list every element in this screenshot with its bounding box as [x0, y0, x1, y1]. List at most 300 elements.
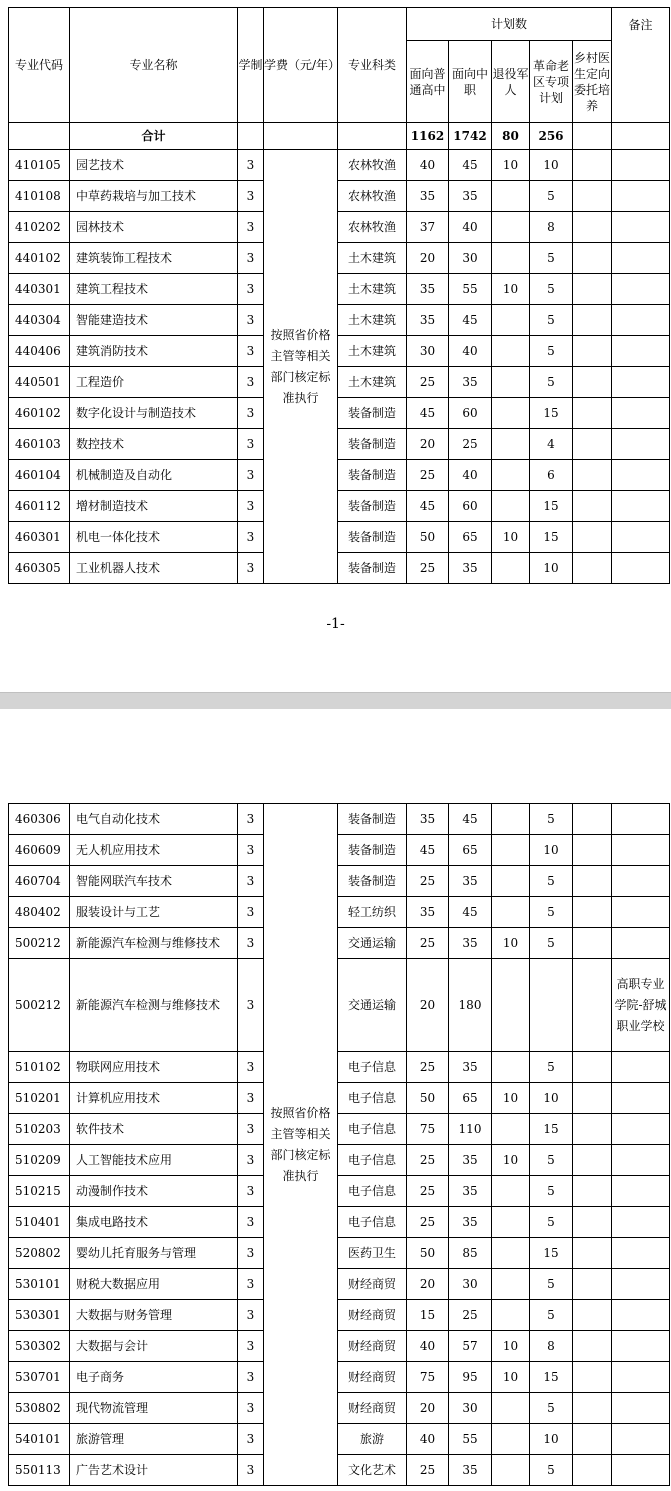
major-name: 服装设计与工艺 [70, 897, 238, 928]
duration: 3 [238, 460, 264, 491]
count-oldarea: 5 [530, 1300, 573, 1331]
count-general: 75 [407, 1362, 449, 1393]
note [612, 1300, 670, 1331]
table-row [9, 336, 670, 367]
count-ruraldoctor [573, 522, 612, 553]
count-vocational: 65 [449, 835, 492, 866]
note [612, 429, 670, 460]
total-oldarea: 256 [530, 123, 573, 150]
major-code: 520802 [9, 1238, 70, 1269]
count-vocational: 35 [449, 1145, 492, 1176]
note [612, 1331, 670, 1362]
major-code: 440501 [9, 367, 70, 398]
duration: 3 [238, 897, 264, 928]
count-ruraldoctor [573, 1207, 612, 1238]
count-ruraldoctor [573, 897, 612, 928]
count-veterans [492, 1238, 530, 1269]
major-name: 工程造价 [70, 367, 238, 398]
count-general: 20 [407, 1269, 449, 1300]
count-veterans [492, 835, 530, 866]
count-general: 25 [407, 866, 449, 897]
count-veterans [492, 398, 530, 429]
duration: 3 [238, 1176, 264, 1207]
count-ruraldoctor [573, 928, 612, 959]
category: 电子信息 [338, 1052, 407, 1083]
table-row [9, 181, 670, 212]
count-oldarea: 5 [530, 305, 573, 336]
count-vocational: 57 [449, 1331, 492, 1362]
major-code: 460102 [9, 398, 70, 429]
page-separator [0, 692, 671, 709]
count-vocational: 65 [449, 522, 492, 553]
major-name: 园艺技术 [70, 150, 238, 181]
count-oldarea: 5 [530, 866, 573, 897]
note [612, 1083, 670, 1114]
count-ruraldoctor [573, 1145, 612, 1176]
note [612, 1455, 670, 1486]
count-veterans [492, 553, 530, 584]
count-veterans: 10 [492, 522, 530, 553]
count-veterans [492, 243, 530, 274]
major-code: 550113 [9, 1455, 70, 1486]
table-row [9, 1300, 670, 1331]
table-row [9, 429, 670, 460]
count-oldarea: 5 [530, 928, 573, 959]
count-oldarea: 5 [530, 243, 573, 274]
count-general: 50 [407, 522, 449, 553]
category: 医药卫生 [338, 1238, 407, 1269]
category: 装备制造 [338, 460, 407, 491]
count-veterans [492, 866, 530, 897]
duration: 3 [238, 1052, 264, 1083]
count-oldarea: 5 [530, 274, 573, 305]
count-vocational: 40 [449, 460, 492, 491]
table-row [9, 1083, 670, 1114]
table-row [9, 1362, 670, 1393]
count-veterans [492, 1176, 530, 1207]
table-row [9, 1424, 670, 1455]
count-general: 25 [407, 928, 449, 959]
major-name: 电子商务 [70, 1362, 238, 1393]
count-oldarea: 5 [530, 1269, 573, 1300]
count-general: 25 [407, 367, 449, 398]
count-vocational: 35 [449, 1052, 492, 1083]
count-oldarea: 5 [530, 181, 573, 212]
count-general: 75 [407, 1114, 449, 1145]
header-sub-veterans: 退役军人 [492, 41, 530, 123]
category: 装备制造 [338, 866, 407, 897]
table-row [9, 305, 670, 336]
count-veterans: 10 [492, 1331, 530, 1362]
count-vocational: 35 [449, 866, 492, 897]
major-code: 510215 [9, 1176, 70, 1207]
fee-text: 按照省价格主管等相关部门核定标准执行 [264, 804, 338, 1486]
major-code: 510209 [9, 1145, 70, 1176]
table-row [9, 1052, 670, 1083]
major-name: 人工智能技术应用 [70, 1145, 238, 1176]
total-veterans: 80 [492, 123, 530, 150]
count-veterans [492, 1424, 530, 1455]
count-vocational: 35 [449, 1455, 492, 1486]
count-ruraldoctor [573, 1269, 612, 1300]
count-vocational: 95 [449, 1362, 492, 1393]
major-code: 460112 [9, 491, 70, 522]
table-row [9, 804, 670, 835]
major-name: 智能网联汽车技术 [70, 866, 238, 897]
count-ruraldoctor [573, 243, 612, 274]
table-row [9, 367, 670, 398]
count-general: 50 [407, 1083, 449, 1114]
major-name: 大数据与会计 [70, 1331, 238, 1362]
table-row [9, 150, 670, 181]
note [612, 181, 670, 212]
category: 装备制造 [338, 491, 407, 522]
header-name: 专业名称 [70, 8, 238, 123]
count-vocational: 25 [449, 1300, 492, 1331]
header-fee: 学费（元/年） [264, 8, 338, 123]
total-ruraldoctor [573, 123, 612, 150]
count-veterans [492, 804, 530, 835]
count-oldarea: 5 [530, 367, 573, 398]
count-general: 25 [407, 1052, 449, 1083]
count-general: 20 [407, 243, 449, 274]
duration: 3 [238, 1424, 264, 1455]
major-name: 新能源汽车检测与维修技术 [70, 959, 238, 1052]
category: 电子信息 [338, 1207, 407, 1238]
duration: 3 [238, 336, 264, 367]
count-ruraldoctor [573, 181, 612, 212]
count-veterans [492, 429, 530, 460]
table-row [9, 835, 670, 866]
count-general: 45 [407, 491, 449, 522]
count-general: 25 [407, 460, 449, 491]
note [612, 150, 670, 181]
count-oldarea: 5 [530, 1393, 573, 1424]
count-veterans [492, 336, 530, 367]
note [612, 928, 670, 959]
duration: 3 [238, 1145, 264, 1176]
count-ruraldoctor [573, 429, 612, 460]
major-code: 530101 [9, 1269, 70, 1300]
note [612, 522, 670, 553]
major-name: 机电一体化技术 [70, 522, 238, 553]
table-row [9, 491, 670, 522]
count-general: 25 [407, 1176, 449, 1207]
major-code: 440301 [9, 274, 70, 305]
count-vocational: 60 [449, 398, 492, 429]
count-veterans [492, 1207, 530, 1238]
note [612, 1052, 670, 1083]
category: 轻工纺织 [338, 897, 407, 928]
count-general: 20 [407, 1393, 449, 1424]
major-code: 510203 [9, 1114, 70, 1145]
major-name: 大数据与财务管理 [70, 1300, 238, 1331]
note [612, 274, 670, 305]
enrollment-table-page2 [8, 803, 670, 1486]
duration: 3 [238, 1269, 264, 1300]
count-veterans [492, 1052, 530, 1083]
count-vocational: 85 [449, 1238, 492, 1269]
duration: 3 [238, 1083, 264, 1114]
duration: 3 [238, 835, 264, 866]
category: 土木建筑 [338, 336, 407, 367]
duration: 3 [238, 1238, 264, 1269]
major-name: 智能建造技术 [70, 305, 238, 336]
major-code: 540101 [9, 1424, 70, 1455]
major-name: 现代物流管理 [70, 1393, 238, 1424]
count-veterans: 10 [492, 1362, 530, 1393]
count-general: 35 [407, 804, 449, 835]
major-name: 数字化设计与制造技术 [70, 398, 238, 429]
count-veterans [492, 305, 530, 336]
category: 财经商贸 [338, 1331, 407, 1362]
major-code: 460704 [9, 866, 70, 897]
category: 土木建筑 [338, 305, 407, 336]
note [612, 897, 670, 928]
category: 旅游 [338, 1424, 407, 1455]
header-sub-vocational: 面向中职 [449, 41, 492, 123]
table-row [9, 212, 670, 243]
count-general: 35 [407, 897, 449, 928]
count-oldarea: 5 [530, 1455, 573, 1486]
count-ruraldoctor [573, 491, 612, 522]
duration: 3 [238, 1331, 264, 1362]
count-ruraldoctor [573, 1393, 612, 1424]
duration: 3 [238, 491, 264, 522]
table-row [9, 398, 670, 429]
major-code: 530302 [9, 1331, 70, 1362]
count-general: 35 [407, 274, 449, 305]
count-general: 30 [407, 336, 449, 367]
count-general: 15 [407, 1300, 449, 1331]
count-oldarea [530, 959, 573, 1052]
table-row [9, 897, 670, 928]
note [612, 1362, 670, 1393]
count-general: 25 [407, 1207, 449, 1238]
category: 文化艺术 [338, 1455, 407, 1486]
count-oldarea: 5 [530, 897, 573, 928]
note [612, 835, 670, 866]
count-ruraldoctor [573, 866, 612, 897]
category: 装备制造 [338, 398, 407, 429]
major-code: 510401 [9, 1207, 70, 1238]
count-vocational: 40 [449, 212, 492, 243]
count-ruraldoctor [573, 336, 612, 367]
count-vocational: 35 [449, 1207, 492, 1238]
count-ruraldoctor [573, 460, 612, 491]
major-name: 中草药栽培与加工技术 [70, 181, 238, 212]
count-vocational: 35 [449, 928, 492, 959]
major-name: 物联网应用技术 [70, 1052, 238, 1083]
duration: 3 [238, 367, 264, 398]
table-row [9, 553, 670, 584]
major-code: 480402 [9, 897, 70, 928]
table-row [9, 1455, 670, 1486]
major-name: 机械制造及自动化 [70, 460, 238, 491]
major-name: 广告艺术设计 [70, 1455, 238, 1486]
count-oldarea: 6 [530, 460, 573, 491]
count-vocational: 60 [449, 491, 492, 522]
count-veterans: 10 [492, 274, 530, 305]
duration: 3 [238, 959, 264, 1052]
major-code: 530301 [9, 1300, 70, 1331]
major-code: 530701 [9, 1362, 70, 1393]
count-oldarea: 10 [530, 150, 573, 181]
count-ruraldoctor [573, 553, 612, 584]
header-plan: 计划数 [407, 8, 612, 41]
count-oldarea: 5 [530, 1176, 573, 1207]
count-vocational: 40 [449, 336, 492, 367]
count-veterans [492, 1455, 530, 1486]
count-oldarea: 10 [530, 553, 573, 584]
category: 财经商贸 [338, 1393, 407, 1424]
major-name: 数控技术 [70, 429, 238, 460]
note [612, 1269, 670, 1300]
count-oldarea: 5 [530, 804, 573, 835]
count-veterans [492, 1114, 530, 1145]
duration: 3 [238, 274, 264, 305]
category: 财经商贸 [338, 1269, 407, 1300]
count-general: 45 [407, 835, 449, 866]
table-row [9, 1269, 670, 1300]
count-general: 37 [407, 212, 449, 243]
count-veterans [492, 367, 530, 398]
count-ruraldoctor [573, 1455, 612, 1486]
table-row [9, 460, 670, 491]
count-ruraldoctor [573, 212, 612, 243]
count-oldarea: 10 [530, 1083, 573, 1114]
table-row [9, 522, 670, 553]
category: 土木建筑 [338, 367, 407, 398]
note: 高职专业学院-舒城职业学校 [612, 959, 670, 1052]
count-veterans [492, 1300, 530, 1331]
count-ruraldoctor [573, 1083, 612, 1114]
count-ruraldoctor [573, 1238, 612, 1269]
count-vocational: 45 [449, 804, 492, 835]
count-general: 20 [407, 429, 449, 460]
count-ruraldoctor [573, 274, 612, 305]
category: 农林牧渔 [338, 181, 407, 212]
count-general: 45 [407, 398, 449, 429]
major-code: 500212 [9, 959, 70, 1052]
count-oldarea: 8 [530, 212, 573, 243]
major-code: 410108 [9, 181, 70, 212]
category: 装备制造 [338, 804, 407, 835]
count-ruraldoctor [573, 1424, 612, 1455]
count-veterans [492, 181, 530, 212]
count-ruraldoctor [573, 835, 612, 866]
major-code: 460103 [9, 429, 70, 460]
count-ruraldoctor [573, 804, 612, 835]
major-code: 460104 [9, 460, 70, 491]
count-vocational: 35 [449, 1176, 492, 1207]
count-veterans: 10 [492, 1145, 530, 1176]
count-veterans [492, 212, 530, 243]
category: 农林牧渔 [338, 212, 407, 243]
duration: 3 [238, 804, 264, 835]
note [612, 1238, 670, 1269]
total-vocational: 1742 [449, 123, 492, 150]
count-vocational: 45 [449, 897, 492, 928]
duration: 3 [238, 1207, 264, 1238]
count-oldarea: 15 [530, 491, 573, 522]
note [612, 460, 670, 491]
note [612, 1393, 670, 1424]
count-veterans: 10 [492, 928, 530, 959]
category: 装备制造 [338, 522, 407, 553]
note [612, 336, 670, 367]
duration: 3 [238, 1393, 264, 1424]
count-oldarea: 4 [530, 429, 573, 460]
duration: 3 [238, 398, 264, 429]
note [612, 1176, 670, 1207]
count-vocational: 30 [449, 1393, 492, 1424]
table-row [9, 1393, 670, 1424]
duration: 3 [238, 305, 264, 336]
count-oldarea: 15 [530, 1362, 573, 1393]
category: 装备制造 [338, 553, 407, 584]
count-general: 35 [407, 181, 449, 212]
count-oldarea: 5 [530, 1145, 573, 1176]
category: 财经商贸 [338, 1362, 407, 1393]
major-code: 510201 [9, 1083, 70, 1114]
count-veterans [492, 460, 530, 491]
count-veterans: 10 [492, 1083, 530, 1114]
note [612, 1424, 670, 1455]
note [612, 398, 670, 429]
count-veterans [492, 491, 530, 522]
category: 财经商贸 [338, 1300, 407, 1331]
fee-text: 按照省价格主管等相关部门核定标准执行 [264, 150, 338, 584]
count-veterans [492, 1393, 530, 1424]
count-vocational: 55 [449, 274, 492, 305]
category: 农林牧渔 [338, 150, 407, 181]
major-code: 460305 [9, 553, 70, 584]
count-ruraldoctor [573, 1052, 612, 1083]
duration: 3 [238, 553, 264, 584]
major-code: 410105 [9, 150, 70, 181]
count-ruraldoctor [573, 1362, 612, 1393]
table-row [9, 1207, 670, 1238]
count-ruraldoctor [573, 305, 612, 336]
count-vocational: 30 [449, 1269, 492, 1300]
count-oldarea: 15 [530, 398, 573, 429]
major-code: 440304 [9, 305, 70, 336]
header-sub-oldarea: 革命老区专项计划 [530, 41, 573, 123]
major-name: 旅游管理 [70, 1424, 238, 1455]
note [612, 1114, 670, 1145]
count-veterans [492, 959, 530, 1052]
count-oldarea: 5 [530, 1052, 573, 1083]
duration: 3 [238, 243, 264, 274]
count-ruraldoctor [573, 150, 612, 181]
header-note: 备注 [612, 8, 670, 123]
header-category: 专业科类 [338, 8, 407, 123]
note [612, 866, 670, 897]
table-row [9, 243, 670, 274]
total-label: 合计 [70, 123, 238, 150]
count-oldarea: 5 [530, 336, 573, 367]
count-oldarea: 15 [530, 522, 573, 553]
note [612, 367, 670, 398]
count-ruraldoctor [573, 959, 612, 1052]
count-general: 20 [407, 959, 449, 1052]
major-name: 工业机器人技术 [70, 553, 238, 584]
category: 电子信息 [338, 1176, 407, 1207]
major-code: 410202 [9, 212, 70, 243]
duration: 3 [238, 212, 264, 243]
major-name: 增材制造技术 [70, 491, 238, 522]
